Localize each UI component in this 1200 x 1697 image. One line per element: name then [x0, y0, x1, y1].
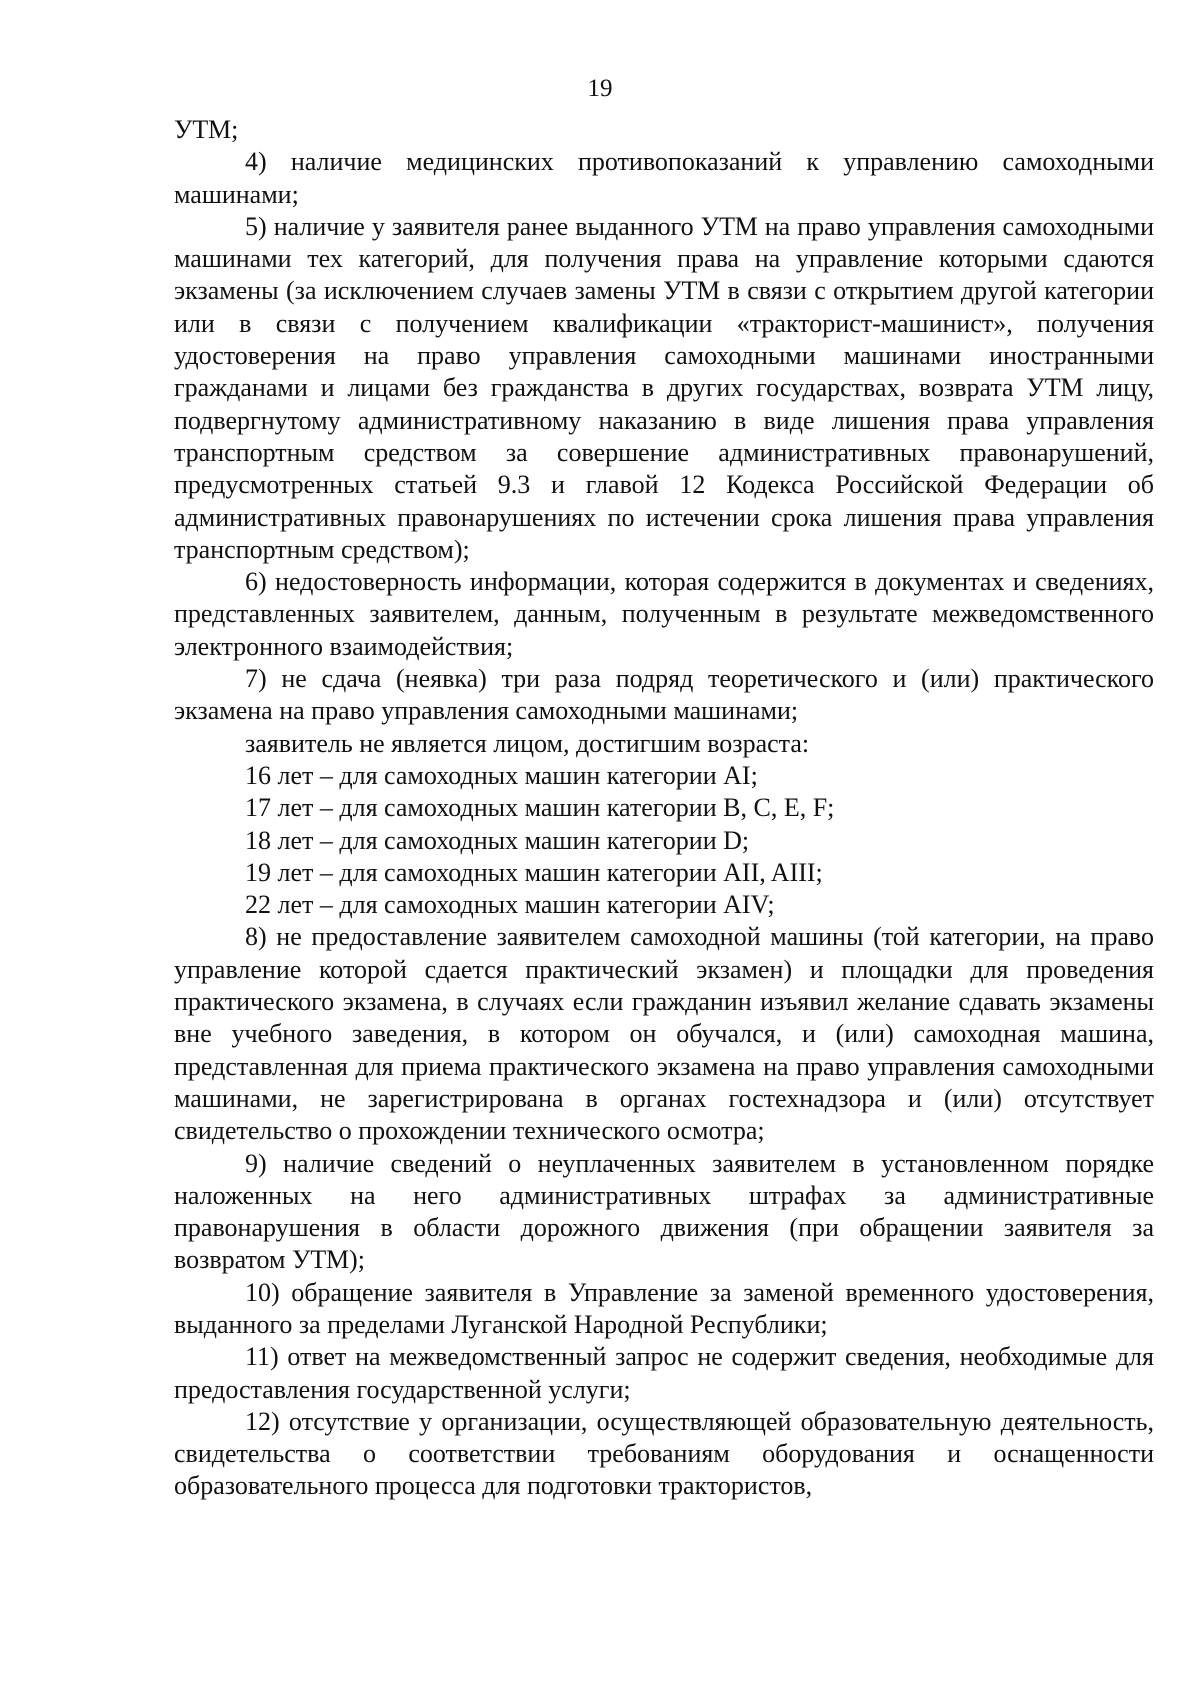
- paragraph-item-8: 8) не предоставление заявителем самоходной машины (той категории, на право управление которой сдается практический экзамен) и площадки для проведения практического экзамена, в случаях если гражданин изъявил желание сдавать экзамены вне учебного заведения, в котором он обучался, и (или) самоходная машина, представленная для приема практического экзамена на право управления самоходными машинами, не зарегистрирована в органах гостехнадзора и (или) отсутствует свидетельство о прохождении технического осмотра;: [174, 922, 1154, 1146]
- paragraph-item-10: 10) обращение заявителя в Управление за заменой временного удостоверения, выданного за пределами Луганской Народной Республики;: [174, 1277, 1154, 1339]
- paragraph-item-6: 6) недостоверность информации, которая содержится в документах и сведениях, представленных заявителем, данным, полученным в результате межведомственного электронного взаимодействия;: [174, 567, 1154, 661]
- paragraph-item-12: 12) отсутствие у организации, осуществляющей образовательную деятельность, свидетельства о соответствии требованиям оборудования и оснащенности образовательного процесса для подготовки трактористов,: [174, 1406, 1154, 1501]
- paragraph-age-ai: 16 лет – для самоходных машин категории AI;: [245, 760, 758, 790]
- paragraph-age-aiv: 22 лет – для самоходных машин категории AIV;: [245, 890, 775, 920]
- paragraph-age-d: 18 лет – для самоходных машин категории D;: [245, 825, 750, 855]
- paragraph-item-11: 11) ответ на межведомственный запрос не содержит сведения, необходимые для предоставления государственной услуги;: [174, 1342, 1154, 1404]
- paragraph-item-5: 5) наличие у заявителя ранее выданного УТМ на право управления самоходными машинами тех категорий, для получения права на управление которыми сдаются экзамены (за исключением случаев замены УТМ в связи с открытием другой категории или в связи с получением квалификации «тракторист-машинист», получения удостоверения на право управления самоходными машинами иностранными гражданами и лицами без гражданства в других государствах, возврата УТМ лицу, подвергнутому административному наказанию в виде лишения права управления транспортным средством за совершение административных правонарушений, предусмотренных статьей 9.3 и главой 12 Кодекса Российской Федерации об административных правонарушениях по истечении срока лишения права управления транспортным средством);: [174, 211, 1154, 564]
- paragraph-item-4: 4) наличие медицинских противопоказаний к управлению самоходными машинами;: [174, 147, 1154, 209]
- document-body: [174, 114, 1154, 1503]
- paragraph-age-bcef: 17 лет – для самоходных машин категории B, C, E, F;: [245, 793, 835, 823]
- paragraph-continuation: УТМ;: [174, 115, 239, 144]
- paragraph-item-9: 9) наличие сведений о неуплаченных заявителем в установленном порядке наложенных на него административных штрафах за административные правонарушения в области дорожного движения (при обращении заявителя за возвратом УТМ);: [174, 1148, 1154, 1275]
- page-number: 19: [587, 75, 613, 102]
- paragraph-age-aii-aiii: 19 лет – для самоходных машин категории AII, AIII;: [245, 857, 823, 887]
- paragraph-item-7: 7) не сдача (неявка) три раза подряд теоретического и (или) практического экзамена на право управления самоходными машинами;: [174, 664, 1154, 726]
- paragraph-age-intro: заявитель не является лицом, достигшим возраста:: [245, 728, 810, 758]
